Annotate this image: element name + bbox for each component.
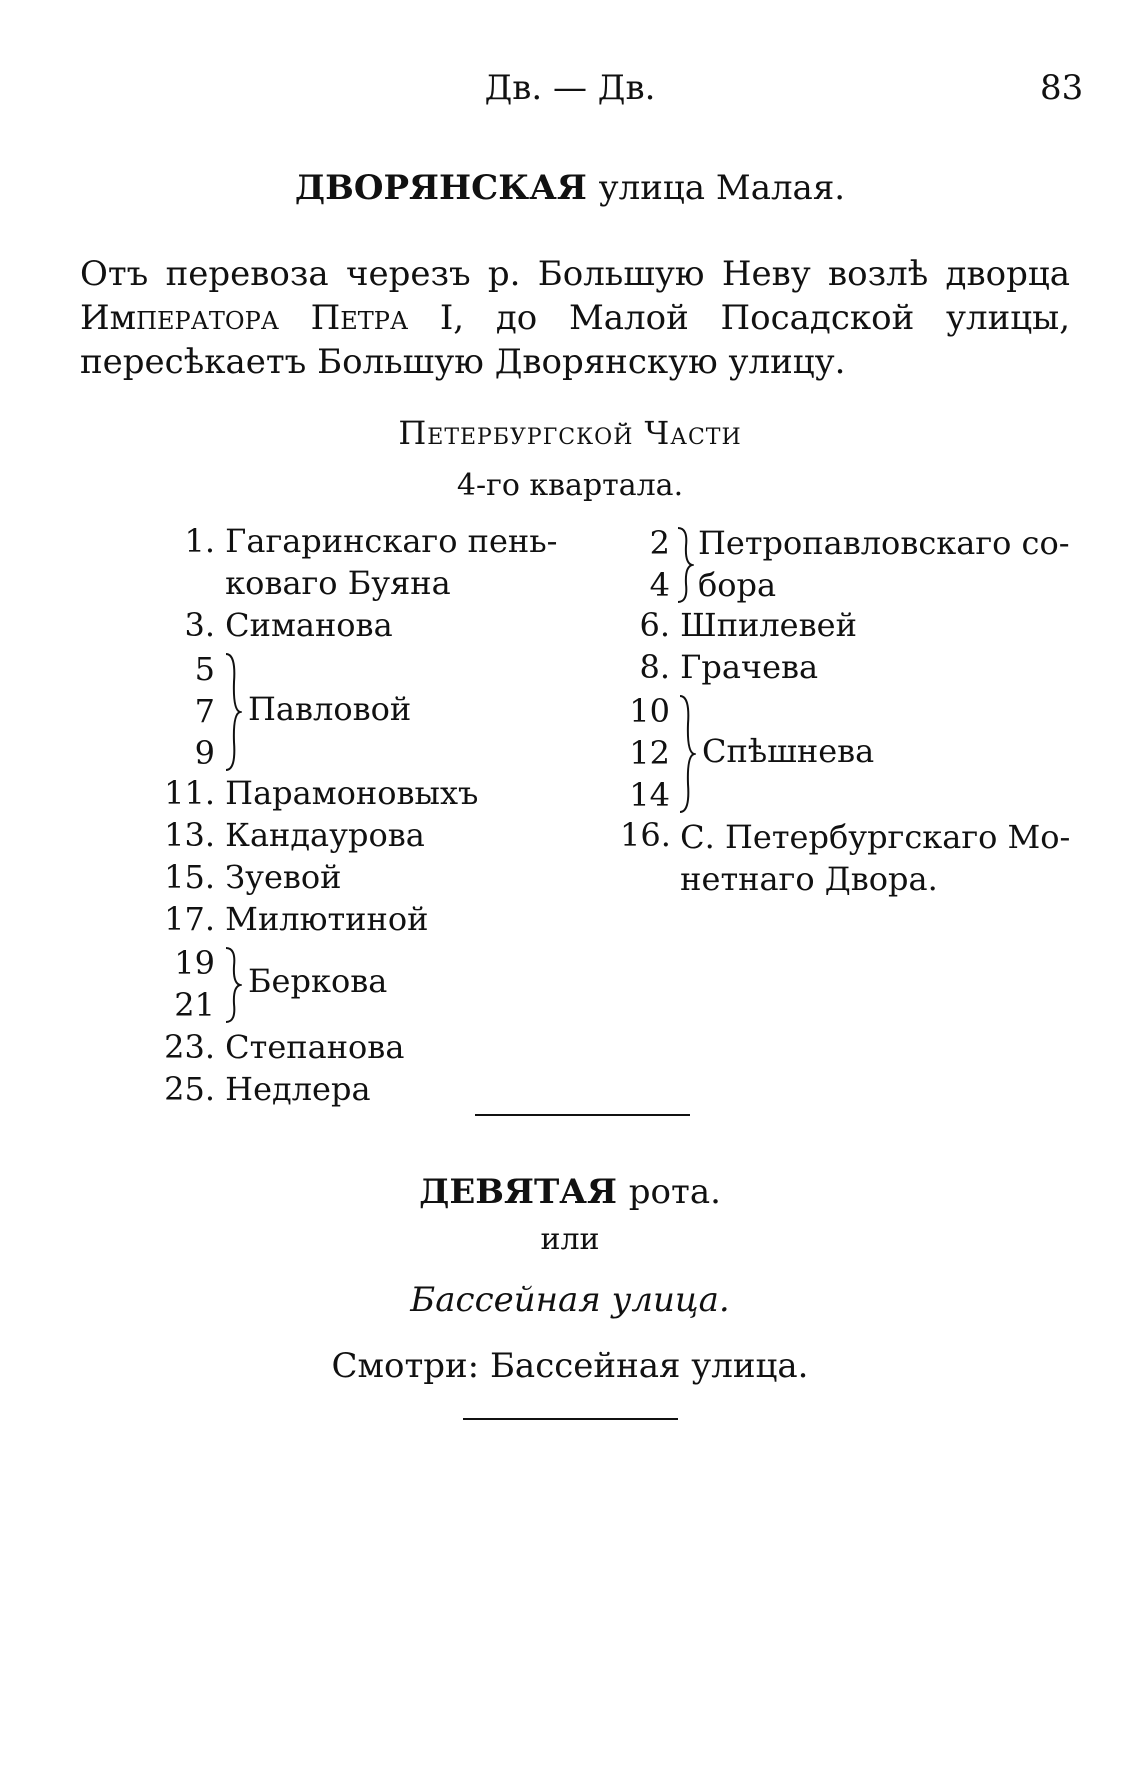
- list-item: [150, 816, 425, 854]
- section-title-devyataya: [0, 1172, 1140, 1212]
- group-numbers: [150, 648, 215, 774]
- entry-number: 8.: [639, 648, 670, 686]
- entry-number: 15.: [164, 858, 215, 896]
- entry-name: Недлера: [225, 1070, 371, 1108]
- list-item: [150, 1070, 371, 1108]
- entry-name: Степанова: [225, 1028, 405, 1066]
- entry-name: Спѣшнева: [702, 732, 875, 770]
- quarter-heading: 4-го квартала.: [456, 468, 684, 503]
- list-item: [150, 522, 557, 560]
- list-item: [620, 816, 1070, 900]
- grouped-entry-pavlova: [150, 648, 550, 774]
- entry-number: 4: [649, 566, 670, 604]
- list-item: [150, 606, 393, 644]
- list-item: [150, 858, 341, 896]
- entry-name: [680, 816, 1070, 900]
- entry-name: Шпилевей: [680, 606, 857, 644]
- list-item: [150, 564, 451, 602]
- entry-name: коваго Буяна: [225, 564, 451, 602]
- entry-number: 7: [194, 692, 215, 730]
- title-bold: ДВОРЯНСКАЯ: [294, 168, 587, 208]
- page-number: 83: [1040, 68, 1084, 108]
- desc-part2: I, до Малой Посадской улицы, пересѣкаетъ Большую Дворянскую улицу.: [80, 298, 1071, 382]
- entry-name: Грачева: [680, 648, 819, 686]
- entry-line: нетнаго Двора.: [680, 860, 938, 898]
- entry-number: 12: [629, 734, 670, 772]
- grouped-entry-petropavlovsky: [620, 522, 1080, 606]
- entry-number: 25.: [164, 1070, 215, 1108]
- entry-number: 16.: [620, 816, 671, 854]
- brace-icon: [674, 526, 694, 604]
- title-rest: рота.: [628, 1172, 721, 1212]
- entry-line: Петропавловскаго со-: [698, 524, 1070, 562]
- group-numbers: [150, 942, 215, 1026]
- list-item: [150, 1028, 404, 1066]
- alternate-name: Бассейная улица.: [410, 1280, 730, 1320]
- list-item: [150, 900, 428, 938]
- entry-line: бора: [698, 566, 777, 604]
- brace-icon: [222, 946, 242, 1024]
- entry-number: 3.: [184, 606, 215, 644]
- entry-line: С. Петербургскаго Мо-: [680, 818, 1071, 856]
- entry-number: 14: [629, 776, 670, 814]
- brace-icon: [676, 694, 696, 814]
- entry-name: Зуевой: [225, 858, 342, 896]
- desc-part1: Отъ перевоза черезъ р. Большую Неву возлѣ дворца Им: [80, 254, 1070, 338]
- entry-number: 10: [629, 692, 670, 730]
- entry-number: 19: [174, 944, 215, 982]
- entry-number: 1.: [184, 522, 215, 560]
- group-numbers: [620, 522, 670, 606]
- entry-name: [698, 522, 1070, 606]
- street-description: [80, 252, 1070, 384]
- entry-number: 2: [649, 524, 670, 562]
- list-item: [150, 774, 478, 812]
- entry-name: Гагаринскаго пень-: [225, 522, 558, 560]
- entry-number: 5: [194, 650, 215, 688]
- desc-smallcaps: ператора Петра: [136, 298, 409, 338]
- entry-number: 13.: [164, 816, 215, 854]
- section-title-dvoryanskaya: [0, 168, 1140, 208]
- entry-number: 17.: [164, 900, 215, 938]
- entry-name: Парамоновыхъ: [225, 774, 479, 812]
- entry-number: 6.: [639, 606, 670, 644]
- group-numbers: [620, 690, 670, 816]
- grouped-entry-speshneva: [620, 690, 1080, 816]
- divider-rule: [475, 1114, 690, 1116]
- running-head: Дв. — Дв.: [484, 68, 656, 108]
- district-heading: Петербургской Части: [398, 414, 742, 452]
- entry-number: 21: [174, 986, 215, 1024]
- grouped-entry-berkova: [150, 942, 550, 1026]
- entry-number: 11.: [164, 774, 215, 812]
- entry-name: Милютиной: [225, 900, 429, 938]
- entry-name: Симанова: [225, 606, 393, 644]
- entry-name: Павловой: [248, 690, 412, 728]
- entry-number: 23.: [164, 1028, 215, 1066]
- list-item: [620, 606, 857, 644]
- title-bold: ДЕВЯТАЯ: [419, 1172, 617, 1212]
- or-text: или: [540, 1222, 600, 1257]
- divider-rule: [463, 1418, 678, 1420]
- brace-icon: [222, 652, 242, 772]
- list-item: [620, 648, 818, 686]
- entry-name: Беркова: [248, 962, 388, 1000]
- title-rest: улица Малая.: [598, 168, 846, 208]
- entry-name: Кандаурова: [225, 816, 425, 854]
- see-reference: Смотри: Бассейная улица.: [331, 1346, 809, 1386]
- entry-number: 9: [194, 734, 215, 772]
